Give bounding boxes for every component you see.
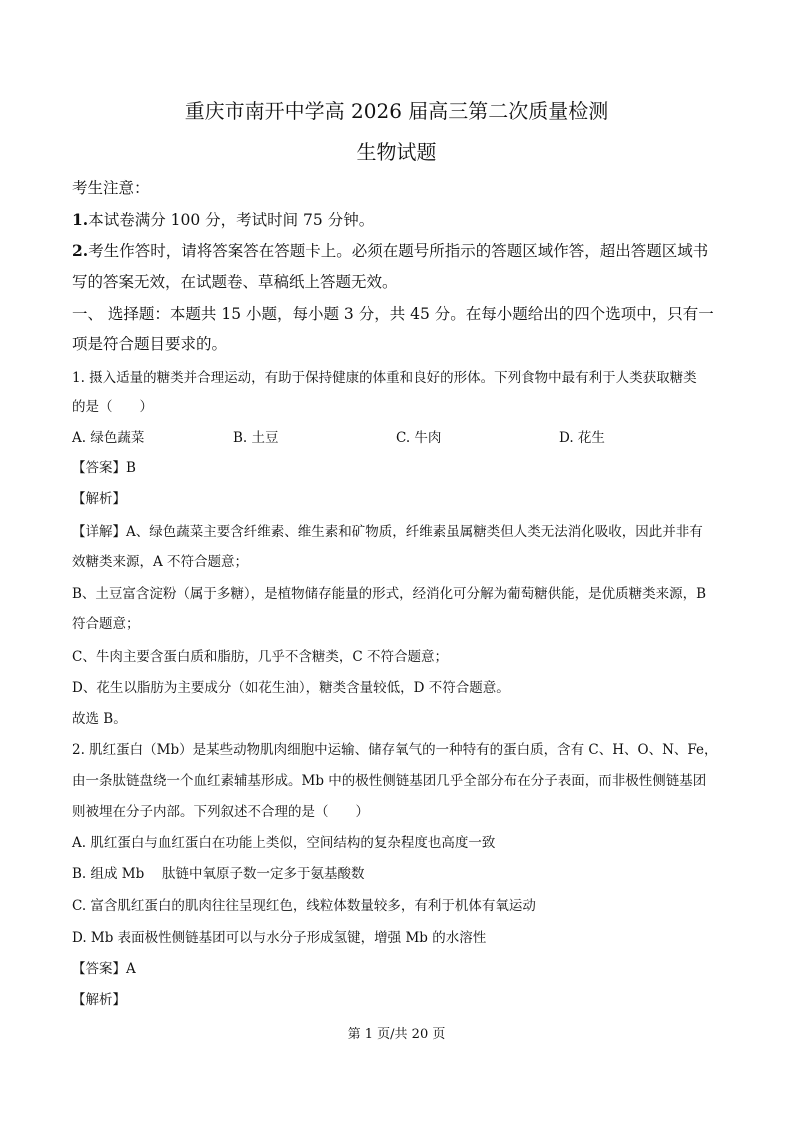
q2-option-d: D. Mb 表面极性侧链基团可以与水分子形成氢键，增强 Mb 的水溶性 <box>72 930 487 946</box>
q1-detail-line-3: B、土豆富含淀粉（属于多糖），是植物储存能量的形式，经消化可分解为葡萄糖供能，是优质糖类来源，B <box>72 586 707 602</box>
notice-item-2 <box>72 241 724 261</box>
subject-title: 生物试题 <box>356 140 437 164</box>
q1-detail-line-5: C、牛肉主要含蛋白质和脂肪，几乎不含糖类，C 不符合题意； <box>72 649 448 665</box>
notice-item-2-text-line-2: 写的答案无效，在试题卷、草稿纸上答题无效。 <box>72 273 398 291</box>
q1-option-b: B. 土豆 <box>233 430 279 446</box>
q2-stem-line-3: 则被埋在分子内部。下列叙述不合理的是（ ） <box>72 804 369 820</box>
q1-stem-line-2: 的是（ ） <box>72 399 153 415</box>
notice-item-2-number: 2. <box>72 241 89 260</box>
q1-analysis-label: 【解析】 <box>72 491 126 507</box>
q2-stem-line-1: 2. 肌红蛋白（Mb）是某些动物肌肉细胞中运输、储存氧气的一种特有的蛋白质，含有 C、H、O、N、Fe， <box>72 742 718 758</box>
q1-option-a: A. 绿色蔬菜 <box>72 430 145 446</box>
q2-answer: 【答案】A <box>72 961 136 977</box>
section-1-instructions-line-1: 一、 选择题：本题共 15 小题，每小题 3 分，共 45 分。在每小题给出的四个选项中，只有一 <box>72 305 714 323</box>
page-number: 第 1 页/共 20 页 <box>347 1027 446 1042</box>
q2-analysis-label: 【解析】 <box>72 992 126 1008</box>
q2-option-a: A. 肌红蛋白与血红蛋白在功能上类似，空间结构的复杂程度也高度一致 <box>72 835 496 851</box>
q1-detail-line-6: D、花生以脂肪为主要成分（如花生油），糖类含量较低，D 不符合题意。 <box>72 680 510 696</box>
q1-answer: 【答案】B <box>72 460 136 476</box>
notice-item-2-text-line-1: 考生作答时，请将答案答在答题卡上。必须在题号所指示的答题区域作答，超出答题区域书 <box>88 242 709 260</box>
q1-detail-line-4: 符合题意； <box>72 616 140 632</box>
section-1-instructions-line-2: 项是符合题目要求的。 <box>72 335 228 353</box>
q1-detail-line-2: 效糖类来源，A 不符合题意； <box>72 554 249 570</box>
q1-option-c: C. 牛肉 <box>396 430 442 446</box>
q1-option-d: D. 花生 <box>559 430 605 446</box>
q1-stem-line-1: 1. 摄入适量的糖类并合理运动，有助于保持健康的体重和良好的形体。下列食物中最有利于人类获取糖类 <box>72 370 697 386</box>
exam-title: 重庆市南开中学高 2026 届高三第二次质量检测 <box>184 99 609 123</box>
q1-detail-line-1: 【详解】A、绿色蔬菜主要含纤维素、维生素和矿物质，纤维素虽属糖类但人类无法消化吸收，因此并非有 <box>72 524 703 540</box>
q2-stem-line-2: 由一条肽链盘绕一个血红素辅基形成。Mb 中的极性侧链基团几乎全部分布在分子表面，而非极性侧链基团 <box>72 773 707 789</box>
notice-item-1-number: 1. <box>72 210 89 229</box>
q1-conclusion: 故选 B。 <box>72 711 127 727</box>
notice-item-1-text: 本试卷满分 100 分，考试时间 75 分钟。 <box>88 211 375 229</box>
q2-option-c: C. 富含肌红蛋白的肌肉往往呈现红色，线粒体数量较多，有利于机体有氧运动 <box>72 898 536 914</box>
q2-option-b: B. 组成 Mb 肽链中氧原子数一定多于氨基酸数 <box>72 866 365 882</box>
notice-heading: 考生注意： <box>72 179 150 197</box>
notice-item-1 <box>72 210 724 230</box>
